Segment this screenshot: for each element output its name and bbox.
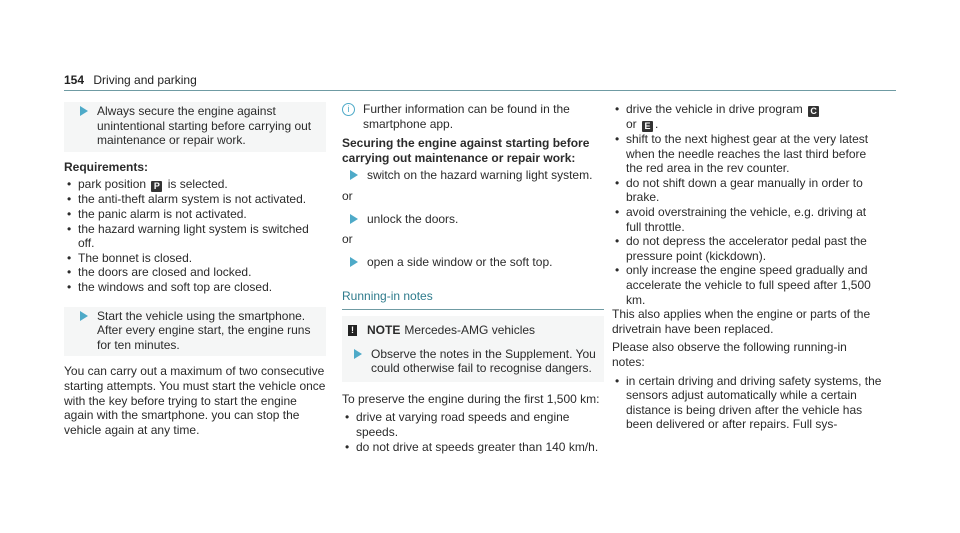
arrow-right-icon bbox=[350, 170, 358, 180]
list-item: • drive at varying road speeds and engine speeds. bbox=[342, 410, 604, 439]
exclamation-icon: ! bbox=[348, 325, 357, 336]
note-text: Mercedes-AMG vehicles bbox=[404, 322, 536, 337]
list-item: • The bonnet is closed. bbox=[64, 251, 326, 266]
start-step-text: Start the vehicle using the smartphone. After every engine start, the engine runs for ten minutes. bbox=[97, 308, 311, 352]
list-item: • park position P is selected. bbox=[64, 177, 326, 192]
start-step-box bbox=[64, 307, 326, 357]
sensor-list bbox=[612, 374, 882, 432]
requirements-list bbox=[64, 177, 326, 294]
requirements-heading: Requirements: bbox=[64, 159, 149, 174]
column-right bbox=[612, 102, 882, 432]
arrow-right-icon bbox=[350, 257, 358, 267]
note-step: Observe the notes in the Supplement. You could otherwise fail to recognise dangers. bbox=[348, 347, 598, 376]
list-item: • the anti-theft alarm system is not activated. bbox=[64, 192, 326, 207]
note-box bbox=[342, 316, 604, 382]
step-hazard: switch on the hazard warning light system. bbox=[342, 168, 604, 183]
column-left bbox=[64, 102, 326, 441]
arrow-right-icon bbox=[80, 311, 88, 321]
drivetrain-paragraph: This also applies when the engine or parts of the drivetrain have been replaced. bbox=[612, 307, 871, 336]
program-c-key-icon: C bbox=[808, 106, 819, 117]
or-text: or bbox=[342, 232, 353, 247]
list-item: • only increase the engine speed gradually and accelerate the vehicle to full speed after 1,500 km. bbox=[612, 263, 882, 307]
info-note bbox=[342, 102, 604, 131]
list-item: • do not shift down a gear manually in order to brake. bbox=[612, 176, 882, 205]
page-number: 154 bbox=[64, 73, 85, 87]
arrow-right-icon bbox=[350, 214, 358, 224]
list-item: • in certain driving and driving safety systems, the sensors adjust automatically while a certain distance is being driven after the vehicle has been delivered or after repairs. Full sys- bbox=[612, 374, 882, 432]
column-middle bbox=[342, 102, 604, 454]
running-in-title: Running-in notes bbox=[342, 289, 604, 310]
park-key-icon: P bbox=[151, 181, 162, 192]
attempts-paragraph: You can carry out a maximum of two consecutive starting attempts. You must start the vehicle once with the key before trying to start the engine again with the smartphone. you can stop the vehicle again at any time. bbox=[64, 364, 326, 437]
list-item: • the panic alarm is not activated. bbox=[64, 207, 326, 222]
step-window: open a side window or the soft top. bbox=[342, 255, 604, 270]
note-header bbox=[348, 323, 598, 338]
list-item: • drive the vehicle in drive program C or E . bbox=[612, 102, 882, 132]
preserve-list bbox=[342, 410, 604, 454]
info-text: Further information can be found in the smartphone app. bbox=[363, 102, 570, 131]
arrow-right-icon bbox=[354, 349, 362, 359]
list-item: • the doors are closed and locked. bbox=[64, 265, 326, 280]
header-rule bbox=[64, 90, 896, 91]
list-item: • avoid overstraining the vehicle, e.g. driving at full throttle. bbox=[612, 205, 882, 234]
observe-paragraph: Please also observe the following running-in notes: bbox=[612, 340, 847, 369]
list-item: • do not drive at speeds greater than 140 km/h. bbox=[342, 440, 604, 455]
arrow-right-icon bbox=[80, 106, 88, 116]
warning-box bbox=[64, 102, 326, 152]
or-text: or bbox=[342, 188, 353, 203]
preserve-paragraph: To preserve the engine during the first 1,500 km: bbox=[342, 391, 600, 406]
warning-text: Always secure the engine against unintentional starting before carrying out maintenance or repair work. bbox=[97, 104, 312, 148]
list-item: • the hazard warning light system is switched off. bbox=[64, 222, 326, 251]
list-item: • the windows and soft top are closed. bbox=[64, 280, 326, 295]
running-in-list bbox=[612, 102, 882, 307]
note-label: NOTE bbox=[367, 322, 401, 337]
section-title: Driving and parking bbox=[93, 73, 197, 87]
program-e-key-icon: E bbox=[642, 121, 653, 132]
list-item: • do not depress the accelerator pedal past the pressure point (kickdown). bbox=[612, 234, 882, 263]
info-icon: i bbox=[342, 103, 355, 116]
step-unlock: unlock the doors. bbox=[342, 212, 604, 227]
securing-heading: Securing the engine against starting before carrying out maintenance or repair work: bbox=[342, 136, 590, 165]
page-header bbox=[64, 73, 197, 87]
list-item: • shift to the next highest gear at the very latest when the needle reaches the last third before the red area in the rev counter. bbox=[612, 132, 882, 176]
